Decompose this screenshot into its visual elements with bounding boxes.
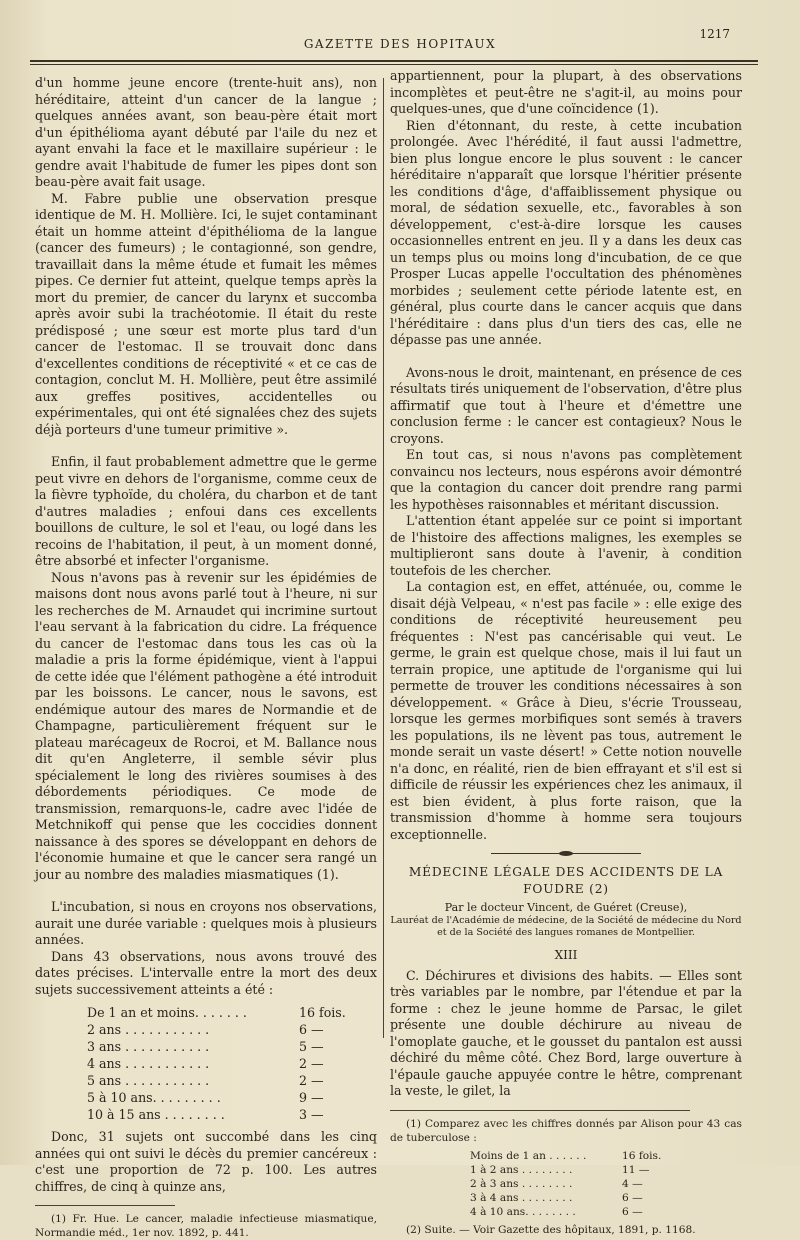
paragraph: Donc, 31 sujets ont succombé dans les cinq années qui ont suivi le décès du premier cancéreux : c'est une proportion de 72 p. 100. Les autres chiffres, de cinq à quinze ans, xyxy=(35,1129,377,1194)
chapter-number: XIII xyxy=(554,948,578,962)
stat-row: 4 ans . . . . . . . . . . . 2 — xyxy=(87,1056,324,1071)
header-rule xyxy=(30,60,758,62)
paragraph: Avons-nous le droit, maintenant, en présence de ces résultats tirés uniquement de l'observation, d'être plus affirmatif que tout à l'heure et d'émettre une conclusion ferme : le cancer est contagieux? Nous le croyons. xyxy=(390,364,742,446)
stat-row: 2 ans . . . . . . . . . . . 6 — xyxy=(87,1022,324,1037)
paragraph: d'un homme jeune encore (trente-huit ans), non héréditaire, atteint d'un cancer de la langue ; quelques années avant, son beau-père était mort d'un épithélioma ayant débuté par l'aile du nez et ayant envahi la face et le maxillaire supérieur : le gendre avait l'habitude de fumer les pipes dont son beau-père avait fait usage. xyxy=(35,75,377,189)
stat-row: De 1 an et moins. . . . . . . 16 fois. xyxy=(87,1005,346,1020)
page-number: 1217 xyxy=(699,27,730,41)
footnote-rule xyxy=(390,1110,690,1111)
paragraph: L'attention étant appelée sur ce point si important de l'histoire des affections malignes, les exemples se multiplieront sans doute à l'avenir, à condition toutefois de les chercher. xyxy=(390,513,742,578)
paragraph: Dans 43 observations, nous avons trouvé des dates précises. L'intervalle entre la mort des deux sujets successivement atteints a été : xyxy=(35,948,377,997)
stat-row: 5 ans . . . . . . . . . . . 2 — xyxy=(87,1073,324,1088)
column-divider xyxy=(383,78,384,1038)
stat-row: 1 à 2 ans . . . . . . . . 11 — xyxy=(470,1163,650,1176)
paragraph: C. Déchirures et divisions des habits. — Elles sont très variables par le nombre, par l'étendue et par la forme : chez le jeune homme de Parsac, le gilet présente une double déchirure au niveau de l'omoplate gauche, et le gousset du pantalon est aussi déchiré du même côté. Chez Bord, large ouverture à l'épaule gauche appuyée contre le hêtre, comprenant la veste, le gilet, la xyxy=(390,967,742,1098)
footnote-rule xyxy=(35,1205,175,1206)
right-column xyxy=(390,68,742,1237)
stat-row: 3 ans . . . . . . . . . . . 5 — xyxy=(87,1039,324,1054)
paragraph: L'incubation, si nous en croyons nos observations, aurait une durée variable : quelques mois à plusieurs années. xyxy=(35,899,377,947)
footnote: (2) Suite. — Voir Gazette des hôpitaux, 1891, p. 1168. xyxy=(406,1223,696,1236)
stat-row: 5 à 10 ans. . . . . . . . . 9 — xyxy=(87,1090,324,1105)
paragraph: La contagion est, en effet, atténuée, ou, comme le disait déjà Velpeau, « n'est pas facile » : elle exige des conditions de réceptivité heureusement peu fréquentes : N'est pas cancérisable qui veut. Le germe, le grain est quelque chose, mais il lui faut un terrain propice, une aptitude de l'organisme qui lui permette de trouver les conditions nécessaires à son développement. « Grâce à Dieu, s'écrie Trousseau, lorsque les germes morbifiques sont semés à travers les populations, ils ne lèvent pas tous, autrement le monde serait un vaste désert! » Cette notion nouvelle n'a donc, en réalité, rien de bien effrayant et s'il est si difficile de réussir les expériences chez les animaux, il est bien évident, à plus forte raison, que la transmission d'homme à homme sera toujours exceptionnelle. xyxy=(390,579,742,842)
paragraph: Nous n'avons pas à revenir sur les épidémies de maisons dont nous avons parlé tout à l'heure, ni sur les recherches de M. Arnaudet qui incrimine surtout l'eau servant à la fabrication du cidre. La fréquence du cancer de l'estomac dans tous les cas où la maladie a pris la forme épidémique, vient à l'appui de cette idée que l'élément pathogène a été introduit par les boissons. Le cancer, nous le savons, est endémique autour des mares de Normandie et de Champagne, particulièrement fréquent sur le plateau marécageux de Rocroi, et M. Ballance nous dit qu'en Angleterre, il semble sévir plus spécialement le long des rivières soumises à des débordements périodiques. Ce mode de transmission, remarquons-le, cadre avec l'idée de Metchnikoff qui pense que les coccidies donnent naissance à des spores se développant en dehors de l'économie humaine et que le cancer sera rangé un jour au nombre des maladies miasmatiques (1). xyxy=(35,569,377,882)
page-header-title: GAZETTE DES HOPITAUX xyxy=(303,37,497,51)
stat-row: 10 à 15 ans . . . . . . . . 3 — xyxy=(87,1107,324,1122)
stat-row: 2 à 3 ans . . . . . . . . 4 — xyxy=(470,1177,643,1190)
byline: Par le docteur Vincent, de Guéret (Creuse), xyxy=(444,901,688,914)
header-rule-thin xyxy=(30,64,758,65)
paragraph: Rien d'étonnant, du reste, à cette incubation prolongée. Avec l'hérédité, il faut aussi l'admettre, bien plus longue encore le plus souvent : le cancer héréditaire n'apparaît que lorsque l'héritier présente les conditions d'âge, d'affaiblissement physique ou moral, de sédation sexuelle, etc., favorables à son développement, c'est-à-dire lorsque les causes occasionnelles entrent en jeu. Il y a dans les deux cas un temps plus ou moins long d'incubation, de ce que Prosper Lucas appelle l'occultation des phénomènes morbides ; seulement cette période latente est, en général, plus courte dans le cancer acquis que dans l'héréditaire : dans plus d'un tiers des cas, elle ne dépasse pas une année. xyxy=(390,117,742,347)
stat-row: 4 à 10 ans. . . . . . . . 6 — xyxy=(470,1205,643,1218)
left-column xyxy=(35,75,377,1240)
section-separator xyxy=(491,853,641,854)
tuberculosis-stats-table xyxy=(470,1149,670,1219)
paragraph: En tout cas, si nous n'avons pas complètement convaincu nos lecteurs, nous espérons avoir démontré que la contagion du cancer doit prendre rang parmi les hypothèses raisonnables et méritant discussion. xyxy=(390,447,742,512)
paragraph: Enfin, il faut probablement admettre que le germe peut vivre en dehors de l'organisme, comme ceux de la fièvre typhoïde, du choléra, du charbon et de tant d'autres maladies ; enfoui dans ces excellents bouillons de culture, le sol et l'eau, ou logé dans les recoins de l'habitation, il peut, à un moment donné, être absorbé et infecter l'organisme. xyxy=(35,454,377,568)
section-title: MÉDECINE LÉGALE DES ACCIDENTS DE LA FOUDRE (2) xyxy=(408,865,724,896)
stat-row: Moins de 1 an . . . . . . 16 fois. xyxy=(470,1149,662,1162)
author-affiliation: et de la Société des langues romanes de Montpellier. xyxy=(437,927,695,938)
author-affiliation: Lauréat de l'Académie de médecine, de la Société de médecine du Nord xyxy=(390,915,742,926)
footnote: (1) Comparez avec les chiffres donnés par Alison pour 43 cas de tuberculose : xyxy=(390,1117,742,1144)
paragraph: M. Fabre publie une observation presque identique de M. H. Mollière. Ici, le sujet contaminant était un homme atteint d'épithélioma de la langue (cancer des fumeurs) ; le contagionné, son gendre, travaillait dans la même étude et fumait les mêmes pipes. Ce dernier fut atteint, quelque temps après la mort du premier, de cancer du larynx et succomba après avoir subi la trachéotomie. Il était du reste prédisposé ; une sœur est morte plus tard d'un cancer de l'estomac. Il se trouvait donc dans d'excellentes conditions de réceptivité « et ce cas de contagion, conclut M. H. Mollière, peut être assimilé aux greffes positives, accidentelles ou expérimentales, qui ont été signalées chez des sujets déjà porteurs d'une tumeur primitive ». xyxy=(35,190,377,437)
incubation-stats-table xyxy=(87,1004,357,1123)
paragraph: appartiennent, pour la plupart, à des observations incomplètes et peut-être ne s'agit-il, au moins pour quelques-unes, que d'une coïncidence (1). xyxy=(390,68,742,116)
stat-row: 3 à 4 ans . . . . . . . . 6 — xyxy=(470,1191,643,1204)
footnote: (1) Fr. Hue. Le cancer, maladie infectieuse miasmatique, Normandie méd., 1er nov. 1892, p. 441. xyxy=(35,1213,377,1239)
